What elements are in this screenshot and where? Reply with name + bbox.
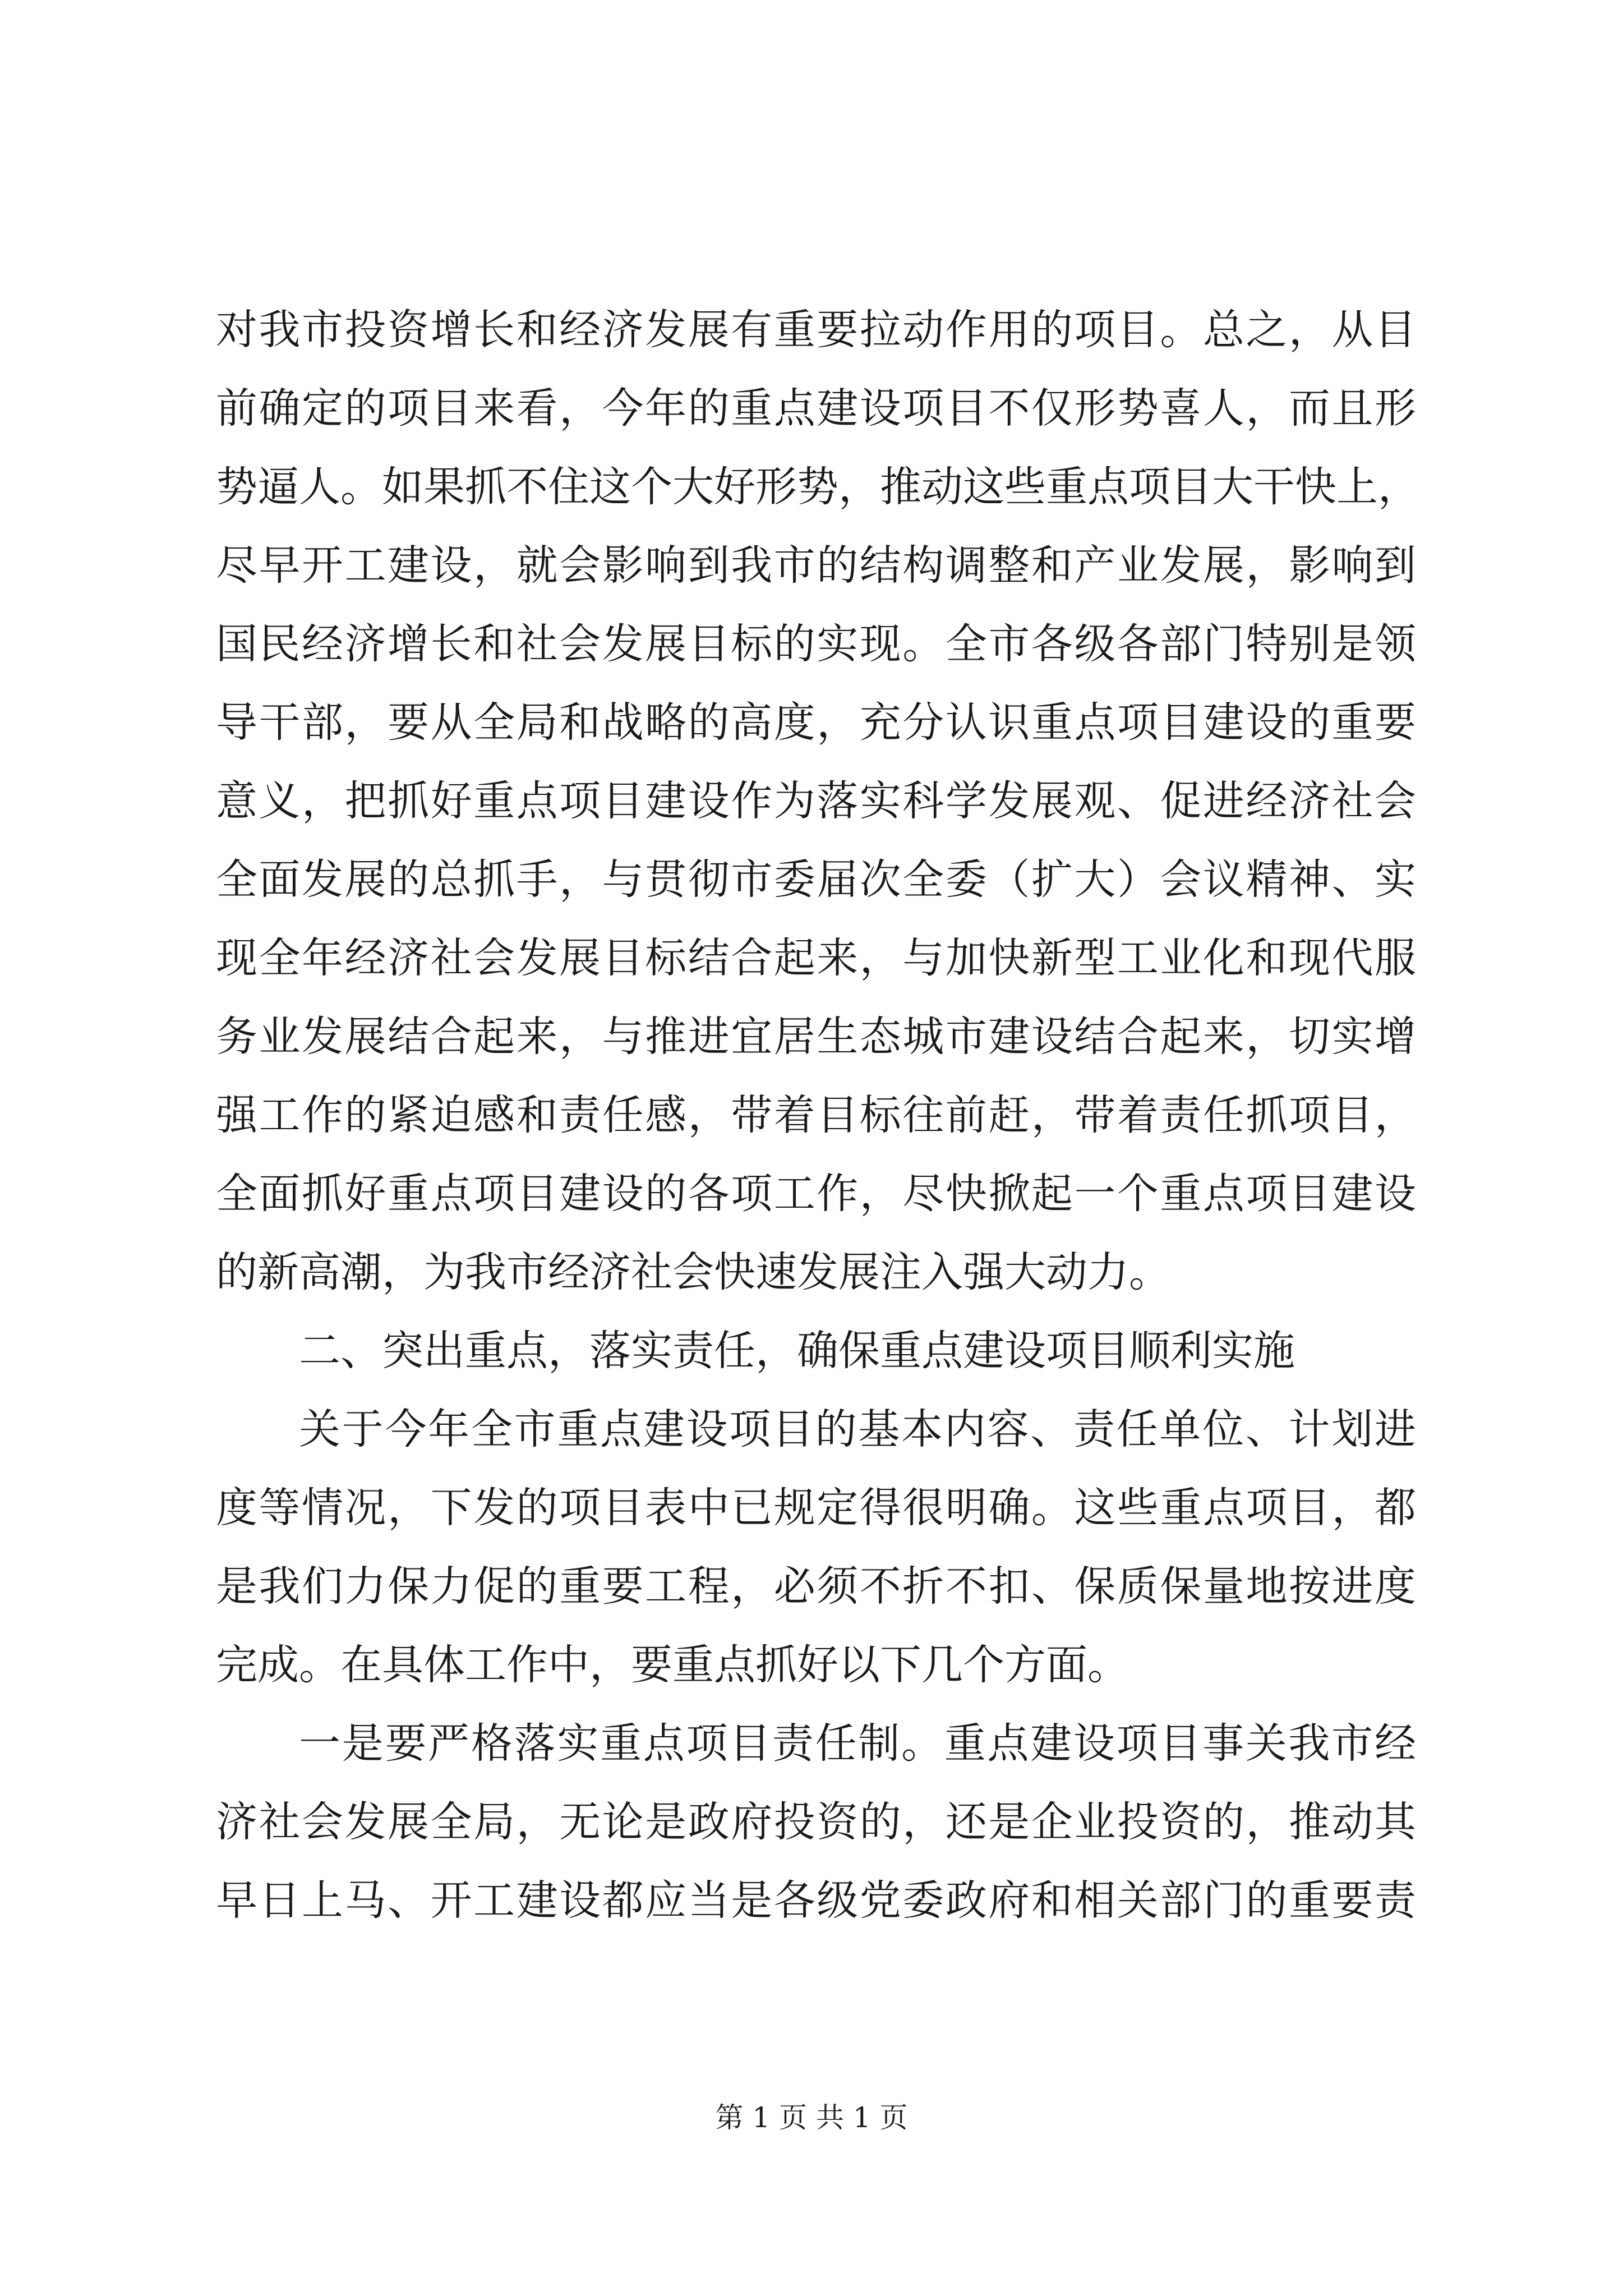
text-line: 现全年经济社会发展目标结合起来，与加快新型工业化和现代服 <box>216 934 1416 982</box>
text-line: 关于今年全市重点建设项目的基本内容、责任单位、计划进 <box>299 1405 1416 1453</box>
body-text <box>216 291 1419 1940</box>
text-line: 的新高潮，为我市经济社会快速发展注入强大动力。 <box>216 1248 1170 1296</box>
text-line: 务业发展结合起来，与推进宜居生态城市建设结合起来，切实增 <box>216 1013 1416 1061</box>
text-line: 一是要严格落实重点项目责任制。重点建设项目事关我市经 <box>299 1719 1416 1768</box>
text-line: 国民经济增长和社会发展目标的实现。全市各级各部门特别是领 <box>216 620 1416 668</box>
text-line: 早日上马、开工建设都应当是各级党委政府和相关部门的重要责 <box>216 1876 1416 1925</box>
text-line: 尽早开工建设，就会影响到我市的结构调整和产业发展，影响到 <box>216 541 1416 590</box>
text-line: 济社会发展全局，无论是政府投资的，还是企业投资的，推动其 <box>216 1798 1416 1846</box>
text-line: 是我们力保力促的重要工程，必须不折不扣、保质保量地按进度 <box>216 1562 1416 1611</box>
text-line: 意义，把抓好重点项目建设作为落实科学发展观、促进经济社会 <box>216 777 1416 825</box>
text-line: 强工作的紧迫感和责任感，带着目标往前赶，带着责任抓项目， <box>216 1091 1416 1139</box>
text-line: 全面抓好重点项目建设的各项工作，尽快掀起一个重点项目建设 <box>216 1170 1416 1218</box>
text-line: 二、突出重点，落实责任，确保重点建设项目顺利实施 <box>299 1327 1295 1375</box>
text-line: 度等情况，下发的项目表中已规定得很明确。这些重点项目，都 <box>216 1484 1416 1532</box>
text-line: 对我市投资增长和经济发展有重要拉动作用的项目。总之，从目 <box>216 306 1416 354</box>
text-line: 势逼人。如果抓不住这个大好形势，推动这些重点项目大干快上， <box>216 463 1419 511</box>
text-line: 全面发展的总抓手，与贯彻市委届次全委（扩大）会议精神、实 <box>216 855 1416 904</box>
page-footer: 第 1 页 共 1 页 <box>715 2101 908 2134</box>
text-line: 导干部，要从全局和战略的高度，充分认识重点项目建设的重要 <box>216 698 1416 747</box>
text-line: 前确定的项目来看，今年的重点建设项目不仅形势喜人，而且形 <box>216 384 1416 432</box>
text-line: 完成。在具体工作中，要重点抓好以下几个方面。 <box>216 1641 1129 1689</box>
